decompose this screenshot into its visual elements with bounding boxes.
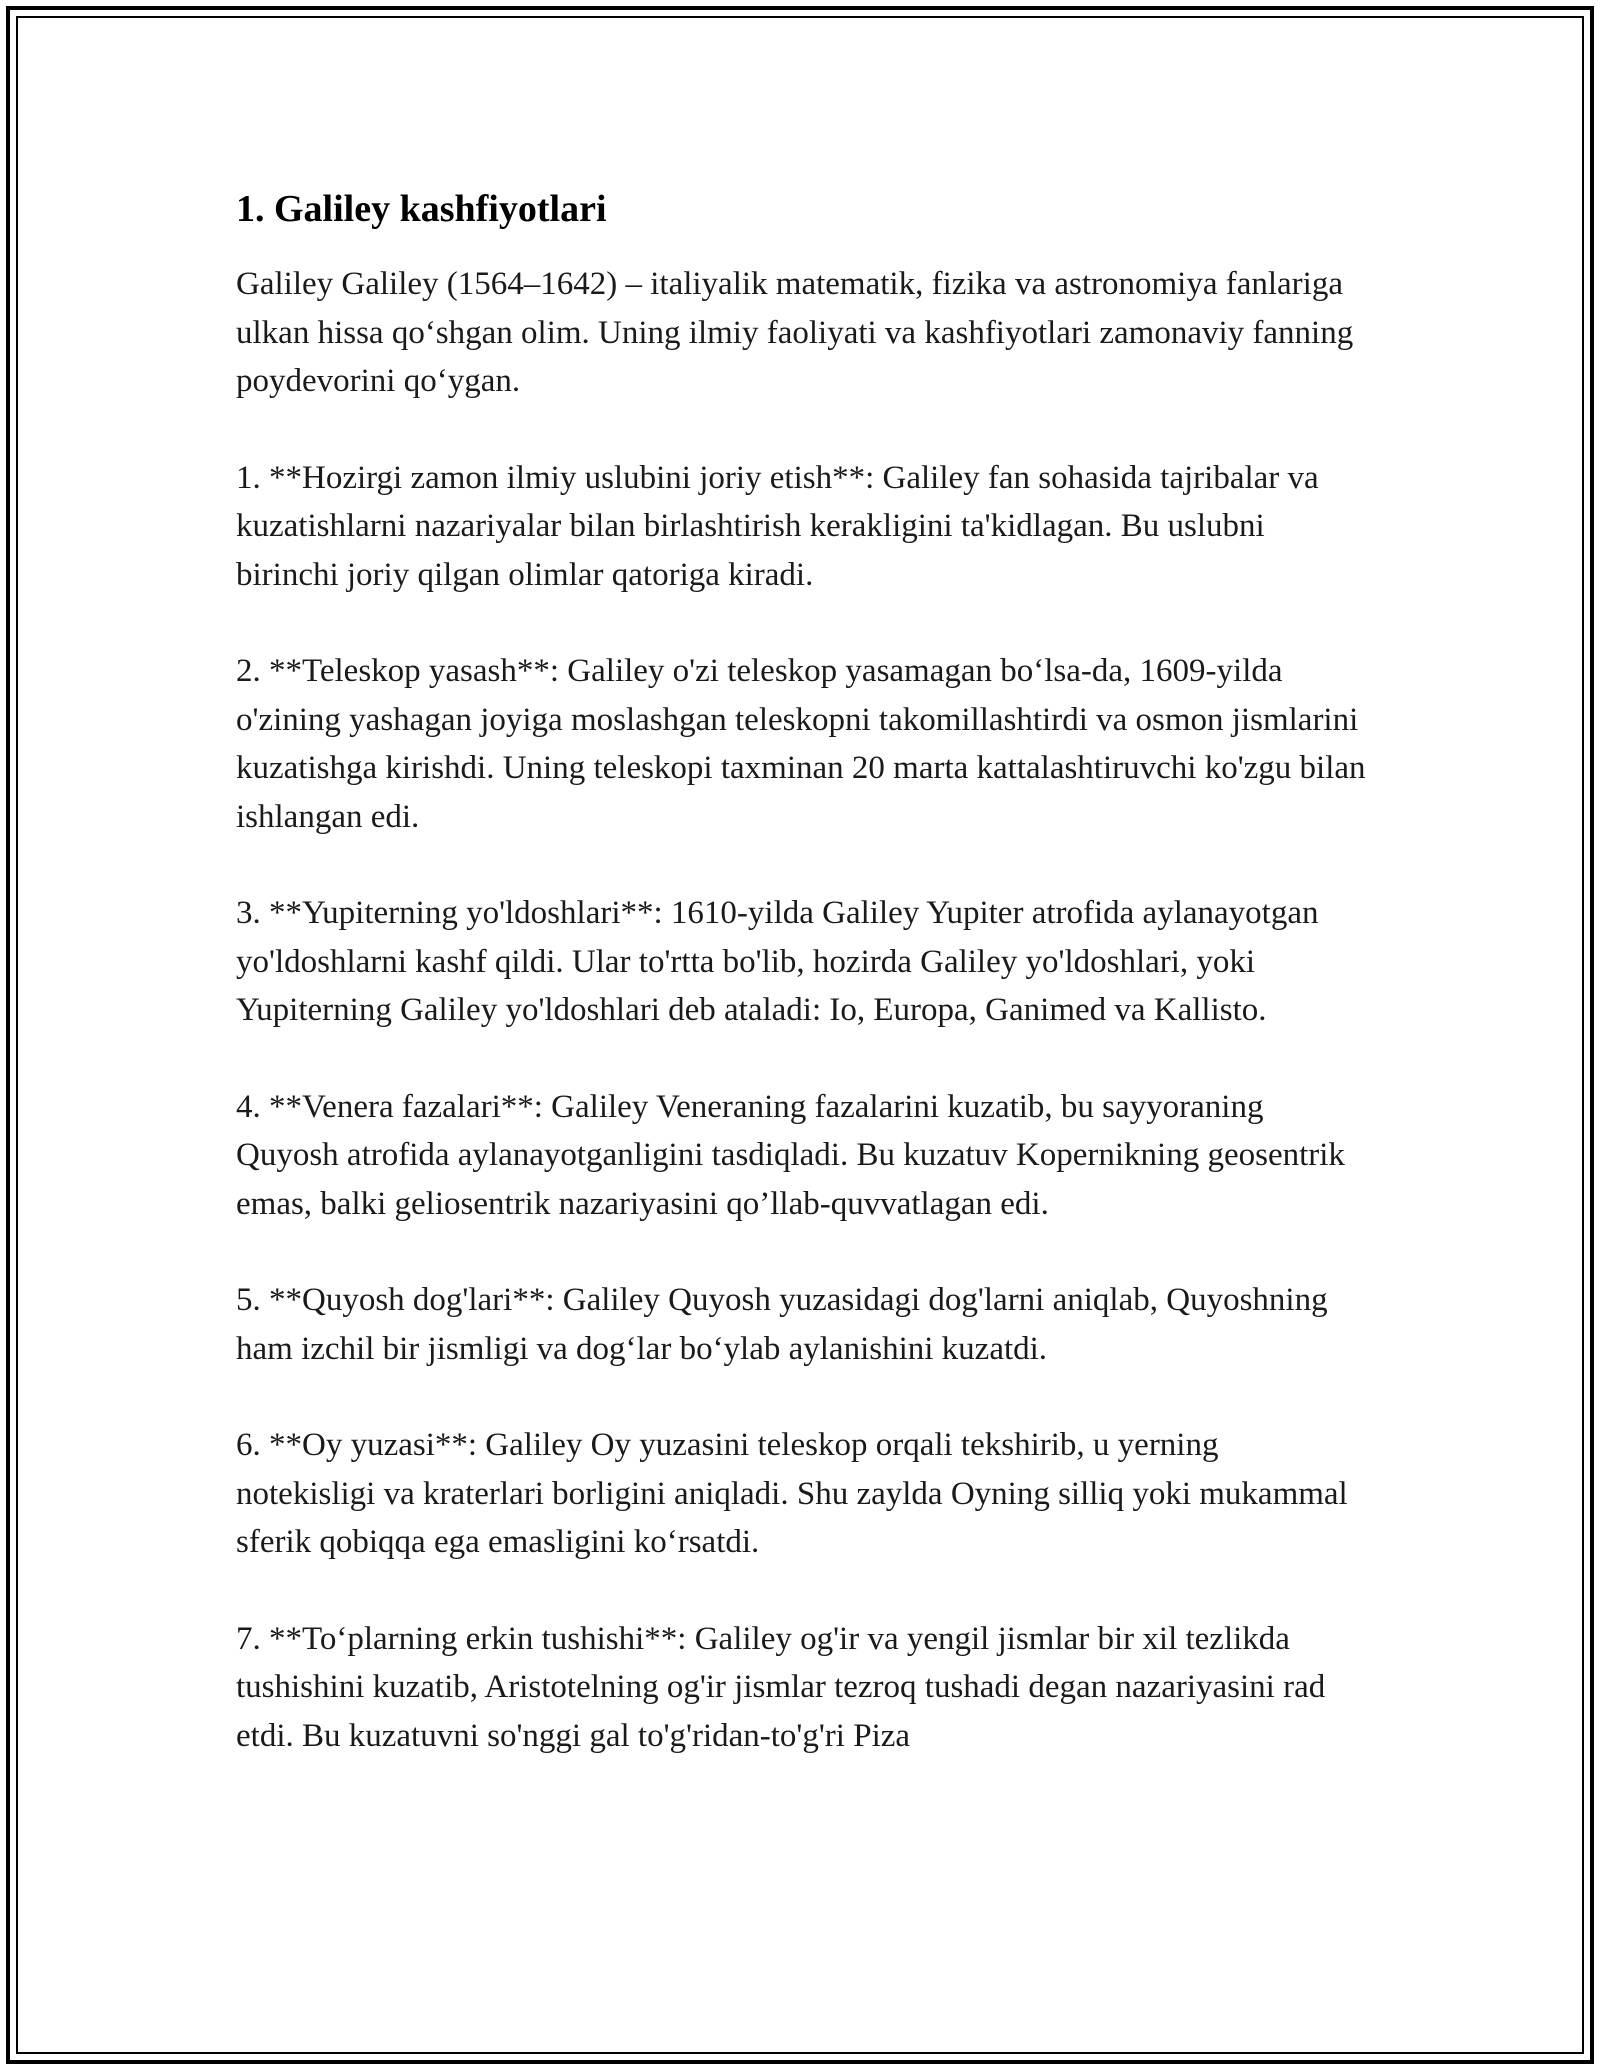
list-item-6: 6. **Oy yuzasi**: Galiley Oy yuzasini teleskop orqali tekshirib, u yerning notekisligi va kraterlari borligini aniqladi. Shu zayldа Oyning silliq yoki mukammal sferik qobiqqa ega emasligini ko‘rsatdi. xyxy=(236,1427,1348,1560)
list-item-4: 4. **Venera fazalari**: Galiley Veneraning fazalarini kuzatib, bu sayyoraning Quyosh atrofida aylanayotganligini tasdiqladi. Bu kuzatuv Kopernikning geosentrik emas, balki geliosentrik nazariyasini qo’llab-quvvatlagan edi. xyxy=(236,1088,1345,1222)
list-item-3: 3. **Yupiterning yo'ldoshlari**: 1610-yilda Galiley Yupiter atrofida aylanayotgan yo'ldoshlarni kashf qildi. Ular to'rtta bo'lib, hozirda Galiley yo'ldoshlari, yoki Yupiterning Galiley yo'ldoshlari deb ataladi: Io, Europa, Ganimed va Kallisto. xyxy=(236,895,1319,1028)
document-body xyxy=(236,186,1366,1808)
document-title: 1. Galiley kashfiyotlari xyxy=(236,188,607,230)
list-item-7: 7. **To‘plarning erkin tushishi**: Galiley og'ir va yengil jismlar bir xil tezlikda tushishini kuzatib, Aristotelning og'ir jismlar tezroq tushadi degan nazariyasini rad etdi. Bu kuzatuvni so'nggi gal to'g'ridan-to'g'ri Piza xyxy=(236,1620,1326,1754)
list-item-2: 2. **Teleskop yasash**: Galiley o'zi teleskop yasamagan bo‘lsa-da, 1609-yilda o'zining yashagan joyiga moslashgan teleskopni takomillashtirdi va osmon jismlarini kuzatishga kirishdi. Uning teleskopi taxminan 20 marta kattalashtiruvchi ko'zgu bilan ishlangan edi. xyxy=(236,653,1366,835)
intro-paragraph: Galiley Galiley (1564–1642) – italiyalik matematik, fizika va astronomiya fanlariga ulkan hissa qo‘shgan olim. Uning ilmiy faoliyati va kashfiyotlari zamonaviy fanning poydevorini qo‘ygan. xyxy=(236,266,1354,399)
list-item-5: 5. **Quyosh dog'lari**: Galiley Quyosh yuzasidagi dog'larni aniqlab, Quyoshning ham izchil bir jismligi va dog‘lar bo‘ylab aylanishini kuzatdi. xyxy=(236,1282,1328,1367)
list-item-1: 1. **Hozirgi zamon ilmiy uslubini joriy etish**: Galiley fan sohasida tajribalar va kuzatishlarni nazariyalar bilan birlashtirish kerakligini ta'kidlagan. Bu uslubni birinchi joriy qilgan olimlar qatoriga kiradi. xyxy=(236,459,1319,593)
